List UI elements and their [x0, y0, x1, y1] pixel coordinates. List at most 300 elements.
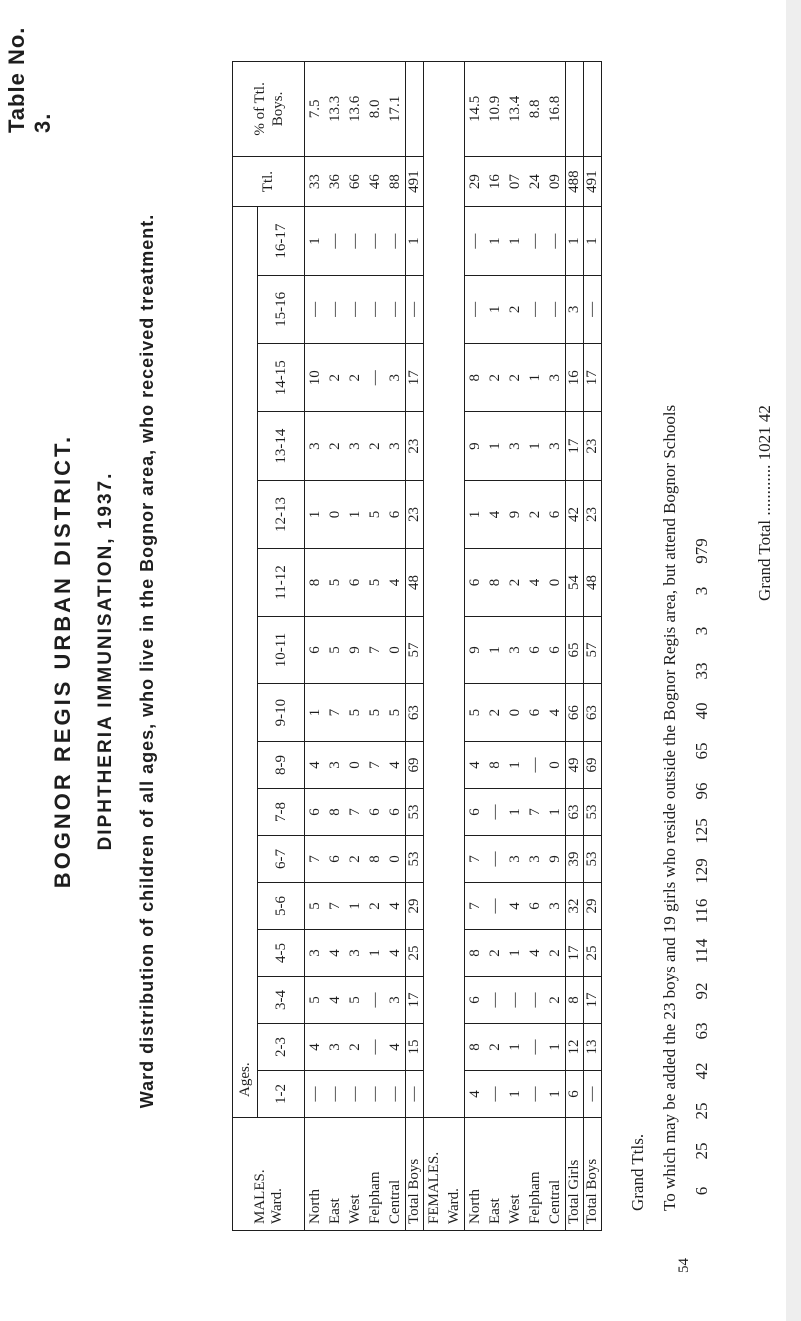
cell-value: 8.0	[367, 99, 383, 119]
cell-value: —	[487, 992, 503, 1008]
table-cell	[305, 275, 406, 343]
cell-value: 46	[367, 174, 383, 190]
table-cell: 32	[566, 883, 584, 930]
cell-value: —	[347, 1086, 363, 1102]
cell-value: 3	[507, 646, 523, 654]
cell-value: 0	[347, 761, 363, 769]
cell-value: 7	[327, 708, 343, 717]
footnote-text: To which may be added the 23 boys and 19 girls who reside outside the Bognor Regis area, but attend Bognor Schools	[660, 404, 679, 1211]
ward-label: Felpham	[527, 1171, 543, 1224]
table-cell: 3	[566, 275, 584, 343]
cell-value: 66	[347, 174, 363, 190]
cell-value: 6	[307, 646, 323, 654]
table-number: Table No. 3.	[4, 26, 55, 133]
cell-value: 6	[467, 996, 483, 1004]
grand-total-cell: 979	[692, 538, 711, 564]
table-cell: 488	[566, 156, 584, 207]
table-cell: 491	[406, 156, 424, 207]
row-label: Total Boys	[584, 1118, 602, 1231]
cell-value: 3	[347, 442, 363, 450]
grand-total-cell: 65	[692, 742, 711, 760]
age-group-header: 5-6	[258, 883, 305, 930]
table-cell: 63	[566, 789, 584, 836]
cell-value: 3	[507, 855, 523, 863]
table-cell	[305, 742, 406, 789]
title-description: Ward distribution of children of all ages, who live in the Bognor area, who received treatment.	[137, 213, 157, 1109]
cell-value: 1	[547, 808, 563, 816]
table-cell: 29	[406, 883, 424, 930]
table-cell: 54	[566, 549, 584, 617]
table-cell	[305, 549, 406, 617]
cell-value: 5	[387, 708, 403, 717]
cell-value: —	[367, 370, 383, 386]
table-cell: 23	[406, 412, 424, 480]
table-cell: 65	[566, 616, 584, 684]
table-cell: 25	[584, 930, 602, 977]
cell-value: 4	[327, 949, 343, 957]
cell-value: —	[527, 1039, 543, 1055]
cell-value: 0	[327, 510, 343, 519]
grand-total-cell: 3	[692, 626, 711, 636]
grand-total: Grand Total ............ 1021 42	[755, 405, 774, 601]
table-cell: 53	[584, 789, 602, 836]
table-cell: —	[584, 1071, 602, 1118]
table-cell: 17	[584, 344, 602, 412]
spacer	[424, 62, 465, 1118]
table-cell: —	[584, 275, 602, 343]
cell-value: 1	[487, 237, 503, 245]
cell-value: 6	[467, 808, 483, 816]
table-cell	[305, 344, 406, 412]
cell-value: 4	[527, 578, 543, 587]
cell-value: 1	[487, 646, 503, 654]
cell-value: 7	[307, 855, 323, 863]
table-cell: 49	[566, 742, 584, 789]
grand-totals-row	[692, 531, 712, 1211]
table-cell: 57	[406, 616, 424, 684]
cell-value: —	[487, 898, 503, 914]
table-cell: 42	[566, 480, 584, 548]
table-cell	[305, 412, 406, 480]
cell-value: 6	[527, 646, 543, 654]
cell-value: 7	[327, 902, 343, 910]
table-cell: 39	[566, 836, 584, 883]
cell-value: 2	[547, 949, 563, 957]
ward-label: Felpham	[367, 1171, 383, 1224]
ward-label: Ward.	[446, 1188, 462, 1224]
grand-total-cell: 3	[692, 586, 711, 596]
cell-value: 8	[307, 578, 323, 587]
cell-value: 1	[507, 237, 523, 245]
table-cell: 48	[406, 549, 424, 617]
cell-value: 3	[307, 442, 323, 450]
cell-value: 7	[467, 855, 483, 863]
age-group-header: 9-10	[258, 684, 305, 742]
table-cell	[465, 883, 566, 930]
table-cell	[465, 480, 566, 548]
cell-value: 6	[307, 808, 323, 816]
table-cell	[406, 62, 424, 157]
cell-value: —	[307, 1086, 323, 1102]
ward-label: Central	[547, 1179, 563, 1224]
cell-value: 4	[507, 902, 523, 910]
cell-value: 1	[547, 1043, 563, 1051]
cell-value: 3	[547, 902, 563, 910]
cell-value: 9	[467, 442, 483, 450]
table-cell: 1	[406, 207, 424, 275]
cell-value: 1	[507, 1090, 523, 1098]
cell-value: 16.8	[547, 95, 563, 123]
cell-value: 1	[367, 949, 383, 957]
cell-value: 9	[547, 855, 563, 863]
table-row	[406, 62, 424, 1231]
table-cell: 57	[584, 616, 602, 684]
age-group-header: 10-11	[258, 616, 305, 684]
cell-value: —	[547, 301, 563, 317]
cell-value: 6	[387, 510, 403, 519]
table-cell	[465, 789, 566, 836]
table-row-females-header	[424, 62, 465, 1231]
table-cell: 53	[406, 836, 424, 883]
cell-value: 8	[467, 374, 483, 382]
cell-value: 2	[487, 949, 503, 957]
cell-value: 6	[367, 808, 383, 816]
cell-value: 14.5	[467, 95, 483, 123]
table-cell: 17	[406, 977, 424, 1024]
cell-value: 29	[467, 174, 483, 190]
cell-value: —	[527, 301, 543, 317]
table-cell	[465, 62, 566, 157]
cell-value: 7	[367, 761, 383, 769]
cell-value: 2	[487, 708, 503, 717]
row-label: Total Girls	[566, 1118, 584, 1231]
grand-total-cell: 33	[692, 662, 711, 680]
grand-total-cell: 92	[692, 982, 711, 1000]
cell-value: 4	[387, 949, 403, 957]
cell-value: —	[467, 233, 483, 249]
table-cell	[305, 62, 406, 157]
cell-value: —	[507, 992, 523, 1008]
cell-value: 0	[547, 578, 563, 587]
table-cell	[465, 1071, 566, 1118]
ward-label: East	[327, 1198, 343, 1224]
table-cell: 16	[566, 344, 584, 412]
table-cell	[465, 549, 566, 617]
cell-value: 2	[327, 442, 343, 450]
age-group-header: 1-2	[258, 1071, 305, 1118]
table-cell: 15	[406, 1024, 424, 1071]
cell-value: 2	[507, 578, 523, 587]
table-cell	[465, 1024, 566, 1071]
cell-value: —	[527, 233, 543, 249]
cell-value: 7	[367, 646, 383, 654]
cell-value: 3	[387, 442, 403, 450]
table-cell: 66	[566, 684, 584, 742]
table-cell: 17	[566, 930, 584, 977]
cell-value: 5	[307, 902, 323, 910]
table-row-block	[465, 62, 566, 1231]
table-cell: 48	[584, 549, 602, 617]
cell-value: 10.9	[487, 95, 503, 123]
cell-value: 8	[467, 949, 483, 957]
grand-ttls-label: Grand Ttls.	[628, 1133, 647, 1211]
table-cell	[305, 1071, 406, 1118]
cell-value: 3	[547, 374, 563, 382]
cell-value: 1	[347, 510, 363, 519]
cell-value: 2	[347, 855, 363, 863]
cell-value: 4	[467, 1090, 483, 1098]
cell-value: 0	[387, 855, 403, 863]
cell-value: 1	[467, 510, 483, 519]
cell-value: —	[527, 757, 543, 773]
cell-value: 4	[307, 761, 323, 769]
title-main: BOGNOR REGIS URBAN DISTRICT.	[50, 433, 75, 889]
cell-value: —	[387, 233, 403, 249]
table-cell	[465, 836, 566, 883]
age-group-header: 7-8	[258, 789, 305, 836]
cell-value: 13.4	[507, 95, 523, 123]
cell-value: 4	[307, 1043, 323, 1051]
table-cell: 17	[566, 412, 584, 480]
table-cell	[465, 742, 566, 789]
cell-value: 4	[387, 761, 403, 769]
table-cell	[305, 616, 406, 684]
cell-value: 2	[507, 305, 523, 314]
cell-value: —	[527, 992, 543, 1008]
cell-value: 24	[527, 174, 543, 190]
cell-value: 1	[487, 442, 503, 450]
table-cell	[305, 1024, 406, 1071]
cell-value: —	[367, 233, 383, 249]
immunisation-table	[232, 61, 602, 1231]
ward-label: East	[487, 1198, 503, 1224]
age-group-header: 4-5	[258, 930, 305, 977]
age-group-header: 6-7	[258, 836, 305, 883]
cell-value: 5	[367, 578, 383, 587]
cell-value: 2	[487, 374, 503, 382]
table-cell: 1	[566, 207, 584, 275]
cell-value: 07	[507, 174, 523, 190]
ward-label: West	[347, 1194, 363, 1224]
cell-value: 7.5	[307, 99, 323, 119]
cell-value: 6	[527, 902, 543, 910]
cell-value: 16	[487, 174, 503, 190]
cell-value: 2	[347, 1043, 363, 1051]
extra-value: 42	[755, 405, 774, 423]
ward-label: FEMALES.	[426, 1151, 442, 1224]
age-group-header: 15-16	[258, 275, 305, 343]
table-cell: —	[406, 275, 424, 343]
table-cell	[465, 684, 566, 742]
cell-value: —	[327, 1086, 343, 1102]
table-cell	[305, 930, 406, 977]
cell-value: 5	[307, 996, 323, 1004]
table-cell: 53	[584, 836, 602, 883]
cell-value: 4	[527, 949, 543, 957]
table-cell: —	[406, 1071, 424, 1118]
cell-value: —	[387, 301, 403, 317]
table-cell: 13	[584, 1024, 602, 1071]
cell-value: 8	[327, 808, 343, 816]
age-group-header: 14-15	[258, 344, 305, 412]
row-label: Total Boys	[406, 1118, 424, 1231]
age-group-header: 11-12	[258, 549, 305, 617]
cell-value: 5	[467, 708, 483, 717]
table-cell: 69	[406, 742, 424, 789]
cell-value: 3	[327, 761, 343, 769]
cell-value: 4	[467, 761, 483, 769]
cell-value: 4	[487, 510, 503, 519]
table-cell	[305, 883, 406, 930]
table-cell	[465, 930, 566, 977]
cell-value: —	[367, 301, 383, 317]
table-cell: 29	[584, 883, 602, 930]
cell-value: 3	[387, 374, 403, 382]
cell-value: 2	[487, 1043, 503, 1051]
cell-value: 9	[507, 510, 523, 519]
cell-value: 6	[327, 855, 343, 863]
cell-value: 1	[307, 510, 323, 519]
cell-value: 2	[327, 374, 343, 382]
cell-value: 7	[347, 808, 363, 816]
table-cell	[305, 480, 406, 548]
table-cell: 17	[406, 344, 424, 412]
cell-value: 3	[547, 442, 563, 450]
grand-total-cell: 116	[692, 898, 711, 924]
cell-value: 1	[347, 902, 363, 910]
cell-value: —	[487, 1086, 503, 1102]
ward-label: North	[307, 1189, 323, 1224]
table-body	[305, 62, 602, 1231]
cell-value: 8.8	[527, 99, 543, 119]
header-sex-ward: MALES. Ward.	[233, 1118, 305, 1231]
grand-total-cell: 114	[692, 938, 711, 964]
table-cell: 8	[566, 977, 584, 1024]
table-cell: 63	[406, 684, 424, 742]
cell-value: 4	[327, 996, 343, 1004]
scan-edge	[786, 0, 801, 1321]
cell-value: 3	[307, 949, 323, 957]
cell-value: 4	[387, 578, 403, 587]
header-total: Ttl.	[233, 156, 305, 207]
table-cell	[305, 789, 406, 836]
cell-value: 3	[347, 949, 363, 957]
age-group-header: 3-4	[258, 977, 305, 1024]
cell-value: 0	[387, 646, 403, 654]
cell-value: 1	[507, 808, 523, 816]
table-cell	[584, 62, 602, 157]
cell-value: —	[327, 233, 343, 249]
cell-value: 1	[487, 305, 503, 314]
cell-value: 6	[387, 808, 403, 816]
grand-total-cell: 40	[692, 702, 711, 720]
cell-value: 1	[307, 237, 323, 245]
cell-value: 4	[387, 902, 403, 910]
cell-value: 1	[507, 761, 523, 769]
cell-value: 8	[487, 761, 503, 769]
cell-value: 5	[327, 646, 343, 654]
ward-label: West	[507, 1194, 523, 1224]
age-group-header: 16-17	[258, 207, 305, 275]
cell-value: 1	[507, 1043, 523, 1051]
cell-value: 4	[387, 1043, 403, 1051]
table-cell	[465, 207, 566, 275]
cell-value: 5	[367, 510, 383, 519]
cell-value: —	[367, 1086, 383, 1102]
cell-value: 1	[527, 442, 543, 450]
age-group-header: 13-14	[258, 412, 305, 480]
cell-value: 1	[307, 708, 323, 717]
cell-value: 2	[367, 902, 383, 910]
table-cell	[465, 977, 566, 1024]
cell-value: —	[467, 301, 483, 317]
cell-value: 36	[327, 174, 343, 190]
cell-value: 7	[527, 808, 543, 816]
table-row-block	[305, 62, 406, 1231]
table-cell	[465, 156, 566, 207]
cell-value: 88	[387, 174, 403, 190]
cell-value: 0	[507, 708, 523, 717]
cell-value: 17.1	[387, 95, 403, 123]
ward-labels	[305, 1118, 406, 1231]
table-cell	[465, 616, 566, 684]
age-group-header-row	[258, 62, 305, 1231]
cell-value: 2	[507, 374, 523, 382]
cell-value: 3	[387, 996, 403, 1004]
table-cell	[465, 344, 566, 412]
cell-value: 8	[467, 1043, 483, 1051]
cell-value: 33	[307, 174, 323, 190]
grand-total-cell: 25	[692, 1142, 711, 1160]
cell-value: —	[347, 233, 363, 249]
table-cell	[305, 684, 406, 742]
cell-value: —	[307, 301, 323, 317]
table-cell	[305, 207, 406, 275]
table-cell: 23	[406, 480, 424, 548]
cell-value: 1	[527, 374, 543, 382]
cell-value: 9	[467, 646, 483, 654]
footnote-row	[628, 1134, 648, 1211]
cell-value: 3	[327, 1043, 343, 1051]
cell-value: 8	[367, 855, 383, 863]
cell-value: —	[387, 1086, 403, 1102]
title-sub: DIPHTHERIA IMMUNISATION, 1937.	[95, 471, 116, 851]
cell-value: 6	[547, 646, 563, 654]
grand-total-cell: 129	[692, 858, 711, 884]
cell-value: 09	[547, 174, 563, 190]
table-cell	[305, 156, 406, 207]
age-group-header: 8-9	[258, 742, 305, 789]
ward-label: Central	[387, 1179, 403, 1224]
table-cell: 69	[584, 742, 602, 789]
cell-value: 1	[507, 949, 523, 957]
age-group-header: 12-13	[258, 480, 305, 548]
grand-total-cell: 25	[692, 1102, 711, 1120]
table-cell: 17	[584, 977, 602, 1024]
cell-value: 9	[347, 646, 363, 654]
cell-value: —	[527, 1086, 543, 1102]
grand-total-cell: 63	[692, 1022, 711, 1040]
cell-value: 10	[307, 370, 323, 386]
age-group-header: 2-3	[258, 1024, 305, 1071]
cell-value: —	[547, 233, 563, 249]
ward-labels	[465, 1118, 566, 1231]
grand-total-value: 1021	[755, 426, 774, 461]
females-label	[424, 1118, 465, 1231]
cell-value: —	[367, 1039, 383, 1055]
grand-total-cell: 125	[692, 818, 711, 844]
cell-value: 3	[527, 855, 543, 863]
